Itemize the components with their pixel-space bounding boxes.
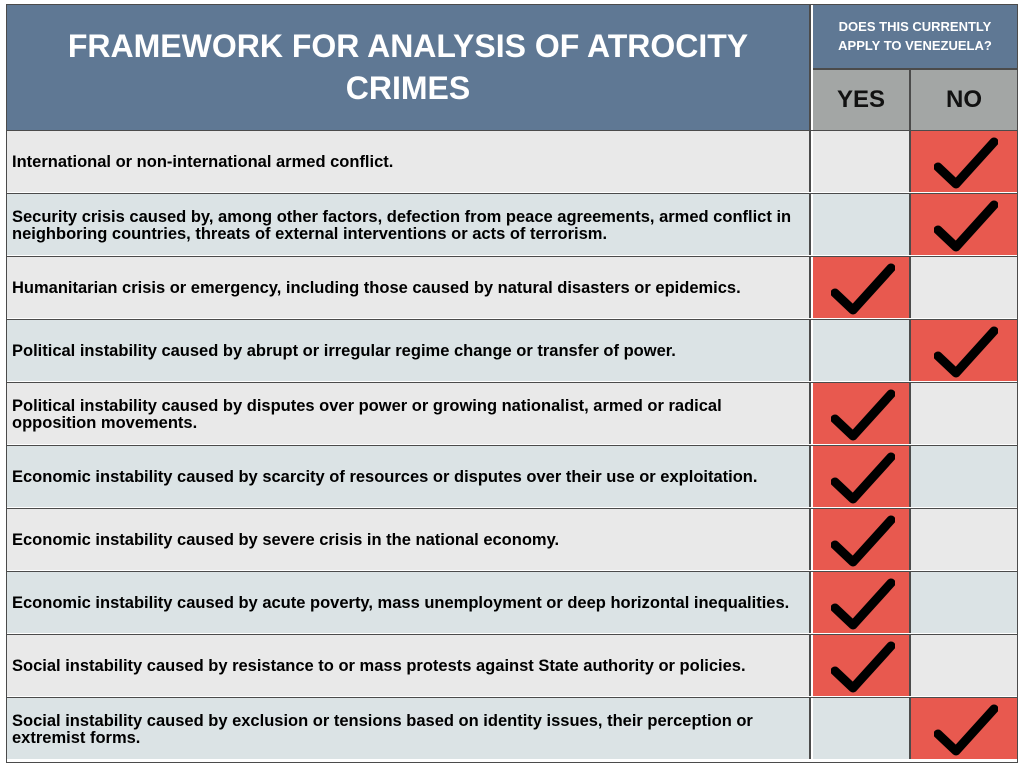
criterion-label: Economic instability caused by acute poverty, mass unemployment or deep horizontal inequalities. bbox=[12, 594, 790, 612]
table-row bbox=[7, 445, 1017, 507]
checkmark-icon bbox=[831, 388, 895, 442]
checkmark-icon bbox=[831, 262, 895, 316]
no-cell bbox=[911, 320, 1017, 381]
table-row bbox=[7, 634, 1017, 696]
criterion-label-cell bbox=[7, 446, 811, 507]
criterion-label-cell bbox=[7, 572, 811, 633]
table-row bbox=[7, 382, 1017, 444]
criterion-label: Economic instability caused by severe crisis in the national economy. bbox=[12, 531, 560, 549]
yes-cell bbox=[813, 698, 911, 759]
criterion-label: Economic instability caused by scarcity of resources or disputes over their use or exploitation. bbox=[12, 468, 758, 486]
table-row bbox=[7, 256, 1017, 318]
question-header: DOES THIS CURRENTLY APPLY TO VENEZUELA? bbox=[838, 19, 992, 53]
table-row bbox=[7, 319, 1017, 381]
criterion-label-cell bbox=[7, 383, 811, 444]
yes-cell bbox=[813, 509, 911, 570]
no-cell bbox=[911, 446, 1017, 507]
no-cell bbox=[911, 194, 1017, 255]
no-cell bbox=[911, 131, 1017, 192]
criterion-label: International or non-international armed conflict. bbox=[12, 153, 394, 171]
no-cell bbox=[911, 257, 1017, 318]
checkmark-icon bbox=[934, 325, 998, 379]
yes-cell bbox=[813, 635, 911, 696]
yes-cell bbox=[813, 194, 911, 255]
yes-cell bbox=[813, 383, 911, 444]
yes-column-header: YES bbox=[813, 68, 911, 130]
question-cell bbox=[813, 4, 1017, 68]
table-row bbox=[7, 697, 1017, 759]
criterion-label: Political instability caused by abrupt or irregular regime change or transfer of power. bbox=[12, 342, 676, 360]
checkmark-icon bbox=[831, 451, 895, 505]
criterion-label-cell bbox=[7, 131, 811, 192]
criterion-label: Security crisis caused by, among other factors, defection from peace agreements, armed conflict in neighboring countries, threats of external interventions or acts of terrorism. bbox=[12, 207, 792, 243]
table-row bbox=[7, 130, 1017, 192]
yes-cell bbox=[813, 257, 911, 318]
criterion-label: Social instability caused by exclusion or tensions based on identity issues, their perception or extremist forms. bbox=[12, 711, 753, 747]
criterion-label-cell bbox=[7, 257, 811, 318]
criterion-label: Humanitarian crisis or emergency, including those caused by natural disasters or epidemics. bbox=[12, 279, 741, 297]
table-row bbox=[7, 508, 1017, 570]
yes-cell bbox=[813, 446, 911, 507]
checkmark-icon bbox=[934, 136, 998, 190]
yes-cell bbox=[813, 131, 911, 192]
criterion-label-cell bbox=[7, 635, 811, 696]
checkmark-icon bbox=[934, 199, 998, 253]
criterion-label: Political instability caused by disputes over power or growing nationalist, armed or radical opposition movements. bbox=[12, 396, 722, 432]
title-cell bbox=[7, 4, 811, 130]
criterion-label-cell bbox=[7, 320, 811, 381]
no-cell bbox=[911, 509, 1017, 570]
no-cell bbox=[911, 572, 1017, 633]
criterion-label-cell bbox=[7, 698, 811, 759]
yes-cell bbox=[813, 572, 911, 633]
no-cell bbox=[911, 635, 1017, 696]
checkmark-icon bbox=[831, 577, 895, 631]
yes-cell bbox=[813, 320, 911, 381]
criterion-label-cell bbox=[7, 509, 811, 570]
criterion-label: Social instability caused by resistance to or mass protests against State authority or policies. bbox=[12, 657, 746, 675]
no-cell bbox=[911, 698, 1017, 759]
table-row bbox=[7, 571, 1017, 633]
table-row bbox=[7, 193, 1017, 255]
checkmark-icon bbox=[831, 640, 895, 694]
page-title: FRAMEWORK FOR ANALYSIS OF ATROCITY CRIMES bbox=[67, 28, 749, 106]
checkmark-icon bbox=[934, 703, 998, 757]
no-cell bbox=[911, 383, 1017, 444]
no-column-header: NO bbox=[911, 68, 1017, 130]
checkmark-icon bbox=[831, 514, 895, 568]
criterion-label-cell bbox=[7, 194, 811, 255]
